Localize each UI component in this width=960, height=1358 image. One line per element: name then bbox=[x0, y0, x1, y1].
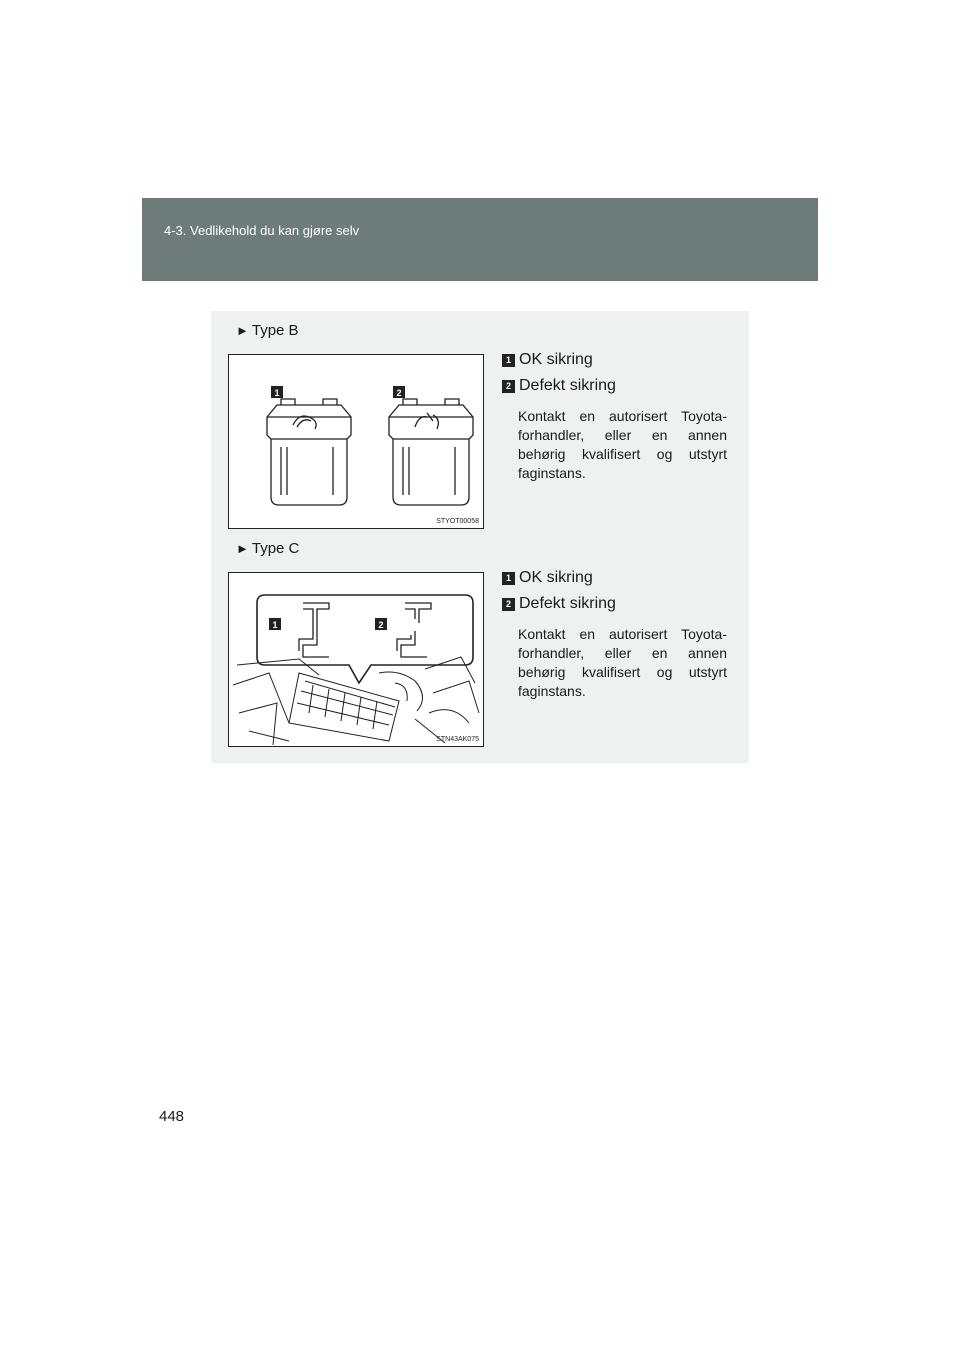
item-label: OK sikring bbox=[519, 351, 593, 368]
svg-text:2: 2 bbox=[378, 620, 384, 630]
triangle-right-icon: ► bbox=[236, 541, 249, 556]
number-badge: 2 bbox=[502, 598, 515, 611]
number-badge: 1 bbox=[502, 354, 515, 367]
type-c-label: Type C bbox=[251, 540, 300, 557]
fuse-type-b-illustration bbox=[228, 354, 484, 529]
content-panel bbox=[211, 311, 749, 763]
type-c-heading bbox=[236, 540, 299, 557]
svg-text:2: 2 bbox=[396, 388, 402, 398]
type-c-item-1 bbox=[502, 568, 593, 588]
type-b-item-2 bbox=[502, 376, 616, 396]
figure-code: STN43AK075 bbox=[436, 736, 479, 743]
svg-text:1: 1 bbox=[272, 620, 278, 630]
type-c-item-2 bbox=[502, 594, 616, 614]
type-b-note: Kontakt en autorisert Toyota-forhandler, eller en annen behørig kvalifisert og utstyrt faginstans. bbox=[518, 408, 727, 481]
item-label: Defekt sikring bbox=[519, 595, 616, 612]
defective-fuse-shape bbox=[389, 399, 473, 505]
type-b-item-1 bbox=[502, 350, 593, 370]
type-c-note: Kontakt en autorisert Toyota-forhandler, eller en annen behørig kvalifisert og utstyrt faginstans. bbox=[518, 626, 727, 699]
type-b-fuse-drawing bbox=[229, 355, 483, 528]
page-number: 448 bbox=[159, 1108, 185, 1125]
number-badge: 2 bbox=[502, 380, 515, 393]
type-b-heading bbox=[236, 322, 299, 339]
section-header bbox=[142, 198, 818, 281]
triangle-right-icon: ► bbox=[236, 323, 249, 338]
number-badge: 1 bbox=[502, 572, 515, 585]
fuse-type-c-illustration bbox=[228, 572, 484, 747]
callout-bubble bbox=[257, 595, 473, 683]
type-b-label: Type B bbox=[251, 322, 299, 339]
ok-fuse-shape bbox=[267, 399, 351, 505]
header-title: 4-3. Vedlikehold du kan gjøre selv bbox=[164, 223, 360, 238]
item-label: Defekt sikring bbox=[519, 377, 616, 394]
type-c-fuse-drawing bbox=[229, 573, 483, 746]
svg-text:1: 1 bbox=[274, 388, 280, 398]
figure-code: STYOT00058 bbox=[436, 518, 479, 525]
item-label: OK sikring bbox=[519, 569, 593, 586]
